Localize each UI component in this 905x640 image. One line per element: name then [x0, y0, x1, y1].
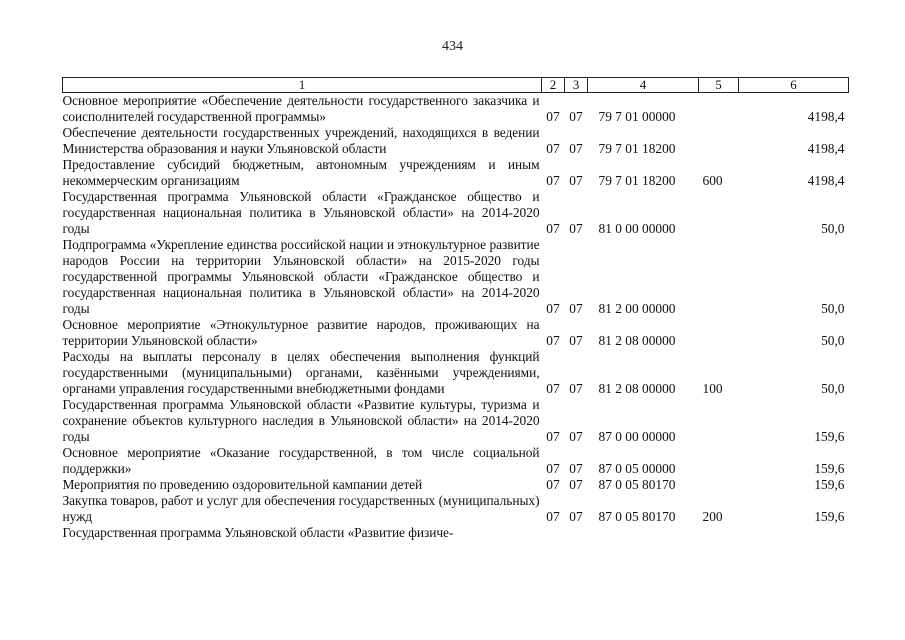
- table-row: [63, 477, 849, 493]
- row-amount: 50,0: [821, 221, 845, 236]
- row-section: 07: [546, 333, 560, 348]
- row-target-code: 87 0 05 80170: [598, 509, 676, 524]
- row-target-code: [588, 525, 699, 541]
- row-target-code: 81 0 00 00000: [598, 221, 676, 236]
- row-expense-type: 100: [702, 381, 723, 396]
- row-name: Мероприятия по проведению оздоровительной кампании детей: [62, 477, 423, 492]
- row-name: Основное мероприятие «Обеспечение деятельности государственного заказчика и соисполнителей государственной программы»: [62, 93, 540, 124]
- row-expense-type: [699, 445, 739, 477]
- row-subsection: 07: [569, 109, 583, 124]
- row-amount: 50,0: [821, 301, 845, 316]
- row-section: 07: [546, 109, 560, 124]
- table-body: [63, 93, 849, 542]
- table-row: [63, 493, 849, 525]
- header-row: [63, 78, 849, 93]
- row-name: Государственная программа Ульяновской области «Развитие культуры, туризма и сохранение объектов культурного наследия в Ульяновской области» на 2014-2020 годы: [62, 397, 540, 444]
- table-row: [63, 189, 849, 237]
- row-section: 07: [546, 429, 560, 444]
- row-target-code: 87 0 05 00000: [598, 461, 676, 476]
- row-expense-type: [699, 317, 739, 349]
- row-expense-type: [699, 525, 739, 541]
- row-amount: 4198,4: [807, 173, 845, 188]
- row-target-code: 79 7 01 18200: [598, 141, 676, 156]
- row-expense-type: 200: [702, 509, 723, 524]
- column-header-2: 2: [542, 78, 565, 93]
- table-row: [63, 125, 849, 157]
- row-subsection: 07: [569, 221, 583, 236]
- row-target-code: 81 2 08 00000: [598, 333, 676, 348]
- row-expense-type: [699, 237, 739, 317]
- row-subsection: 07: [569, 141, 583, 156]
- row-name: Основное мероприятие «Оказание государственной, в том числе социальной поддержки»: [62, 445, 540, 476]
- row-amount: 50,0: [821, 381, 845, 396]
- table-row: [63, 397, 849, 445]
- row-target-code: 79 7 01 00000: [598, 109, 676, 124]
- row-name: Расходы на выплаты персоналу в целях обеспечения выполнения функций государственными (муниципальными) органами, казёнными учреждениями, органами управления государственными внебюджетными фондами: [62, 349, 540, 396]
- column-header-6: 6: [739, 78, 849, 93]
- row-section: 07: [546, 301, 560, 316]
- row-amount: 159,6: [814, 429, 845, 444]
- table-row: [63, 445, 849, 477]
- row-subsection: 07: [569, 477, 583, 492]
- row-name: Предоставление субсидий бюджетным, автономным учреждениям и иным некоммерческим организациям: [62, 157, 540, 188]
- row-section: 07: [546, 477, 560, 492]
- table-row: [63, 237, 849, 317]
- row-amount: 159,6: [814, 477, 845, 492]
- table-row: [63, 525, 849, 541]
- row-subsection: 07: [569, 301, 583, 316]
- row-section: [542, 525, 565, 541]
- table-header: [63, 78, 849, 93]
- row-expense-type: [699, 93, 739, 126]
- row-amount: 4198,4: [807, 141, 845, 156]
- page-number: 434: [442, 39, 463, 54]
- table-row: [63, 317, 849, 349]
- row-expense-type: [699, 397, 739, 445]
- row-expense-type: 600: [702, 173, 723, 188]
- row-target-code: 87 0 05 80170: [598, 477, 676, 492]
- row-target-code: 79 7 01 18200: [598, 173, 676, 188]
- row-subsection: 07: [569, 333, 583, 348]
- column-header-5: 5: [699, 78, 739, 93]
- row-amount: [739, 525, 849, 541]
- row-name: Обеспечение деятельности государственных учреждений, находящихся в ведении Министерства образования и науки Ульяновской области: [62, 125, 540, 156]
- row-target-code: 87 0 00 00000: [598, 429, 676, 444]
- row-name: Государственная программа Ульяновской области «Развитие физиче-: [62, 525, 454, 540]
- row-subsection: 07: [569, 461, 583, 476]
- column-header-4: 4: [588, 78, 699, 93]
- row-name: Подпрограмма «Укрепление единства российской нации и этнокультурное развитие народов России на территории Ульяновской области» на 2015-2020 годы государственной программы Ульяновской области «Гражданское общество и государственная национальная политика в Ульяновской области» на 2014-2020 годы: [62, 237, 540, 316]
- row-section: 07: [546, 381, 560, 396]
- row-name: Основное мероприятие «Этнокультурное развитие народов, проживающих на территории Ульяновской области»: [62, 317, 540, 348]
- column-header-1: 1: [63, 78, 542, 93]
- row-target-code: 81 2 00 00000: [598, 301, 676, 316]
- row-subsection: 07: [569, 509, 583, 524]
- row-subsection: 07: [569, 173, 583, 188]
- row-section: 07: [546, 173, 560, 188]
- row-subsection: 07: [569, 429, 583, 444]
- table-row: [63, 349, 849, 397]
- row-amount: 50,0: [821, 333, 845, 348]
- row-name: Государственная программа Ульяновской области «Гражданское общество и государственная национальная политика в Ульяновской области» на 2014-2020 годы: [62, 189, 540, 236]
- row-amount: 4198,4: [807, 109, 845, 124]
- row-section: 07: [546, 141, 560, 156]
- row-section: 07: [546, 461, 560, 476]
- row-amount: 159,6: [814, 461, 845, 476]
- row-expense-type: [699, 125, 739, 157]
- budget-table: [62, 77, 849, 541]
- table-row: [63, 157, 849, 189]
- row-expense-type: [699, 477, 739, 493]
- row-expense-type: [699, 189, 739, 237]
- column-header-3: 3: [565, 78, 588, 93]
- row-subsection: 07: [569, 381, 583, 396]
- row-subsection: [565, 525, 588, 541]
- row-name: Закупка товаров, работ и услуг для обеспечения государственных (муниципальных) нужд: [62, 493, 540, 524]
- row-section: 07: [546, 221, 560, 236]
- row-section: 07: [546, 509, 560, 524]
- row-amount: 159,6: [814, 509, 845, 524]
- table-row: [63, 93, 849, 126]
- row-target-code: 81 2 08 00000: [598, 381, 676, 396]
